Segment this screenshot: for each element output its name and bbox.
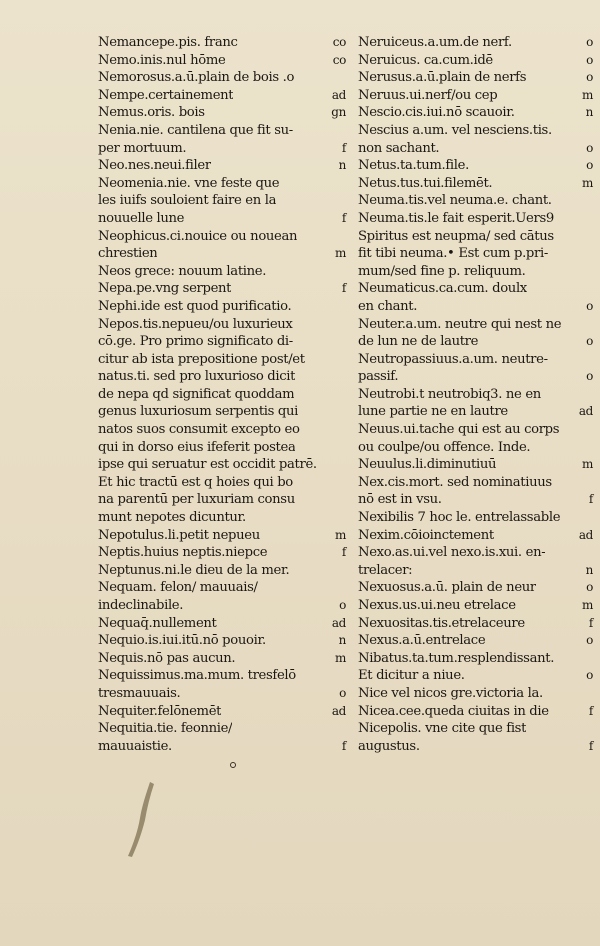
entry-text: Neuulus.li.diminutiuū (358, 457, 497, 473)
entry-text: Nequis.nō pas aucun. (98, 650, 236, 666)
entry-text: nō est in vsu. (358, 492, 442, 508)
entry-text: Nenia.nie. cantilena que fit su- (98, 122, 293, 138)
dictionary-line (358, 368, 593, 386)
entry-text: chrestien (98, 246, 158, 262)
dictionary-line (358, 615, 593, 633)
grammar-marker: n (585, 562, 593, 577)
grammar-marker: m (334, 650, 346, 665)
dictionary-line (358, 52, 593, 70)
grammar-marker: n (585, 105, 593, 120)
entry-text: Nescius a.um. vel nesciens.tis. (358, 122, 552, 138)
entry-text: nouuelle lune (98, 210, 185, 226)
dictionary-line (98, 527, 346, 545)
stray-ink-dot (228, 760, 238, 770)
entry-text: Neuter.a.um. neutre qui nest ne (358, 316, 562, 332)
grammar-marker: f (588, 703, 593, 718)
entry-text: en chant. (358, 298, 418, 314)
entry-text: qui in dorso eius ifeferit postea (98, 439, 296, 455)
dictionary-line (358, 491, 593, 509)
grammar-marker: f (588, 738, 593, 753)
grammar-marker: n (338, 633, 346, 648)
entry-text: Neruus.ui.nerf/ou cep (358, 87, 498, 103)
dictionary-line (98, 421, 346, 439)
dictionary-line (358, 474, 593, 492)
entry-text: Neomenia.nie. vne feste que (98, 175, 280, 191)
entry-text: Neo.nes.neui.filer (98, 158, 211, 174)
entry-text: ou coulpe/ou offence. Inde. (358, 439, 531, 455)
grammar-marker: ad (331, 703, 346, 718)
dictionary-line (358, 685, 593, 703)
grammar-marker: o (586, 580, 593, 595)
dictionary-line (98, 298, 346, 316)
dictionary-line (358, 738, 593, 756)
dictionary-line (98, 192, 346, 210)
dictionary-line (358, 333, 593, 351)
dictionary-line (98, 738, 346, 756)
entry-text: Nephi.ide est quod purificatio. (98, 298, 292, 314)
dictionary-line (358, 720, 593, 738)
entry-text: Nequam. felon/ mauuais/ (98, 580, 258, 596)
dictionary-line (98, 509, 346, 527)
entry-text: Netus.tus.tui.filemēt. (358, 175, 493, 191)
dictionary-line (358, 34, 593, 52)
dictionary-line (358, 703, 593, 721)
dictionary-line (98, 351, 346, 369)
entry-text: Nemus.oris. bois (98, 105, 205, 121)
dictionary-line (358, 140, 593, 158)
dictionary-line (358, 210, 593, 228)
dictionary-line (358, 439, 593, 457)
entry-text: cō.ge. Pro primo significato di- (98, 334, 293, 350)
grammar-marker: o (586, 334, 593, 349)
dictionary-line (98, 175, 346, 193)
entry-text: Nequaq̄.nullement (98, 615, 217, 631)
dictionary-line (98, 667, 346, 685)
entry-text: Nempe.certainement (98, 87, 234, 103)
entry-text: natus.ti. sed pro luxurioso dicit (98, 369, 296, 385)
grammar-marker: f (341, 210, 346, 225)
grammar-marker: ad (331, 87, 346, 102)
dictionary-line (358, 122, 593, 140)
grammar-marker: m (581, 457, 593, 472)
dictionary-line (98, 650, 346, 668)
entry-text: tresmauuais. (98, 685, 181, 701)
dictionary-line (358, 157, 593, 175)
dictionary-line (98, 491, 346, 509)
entry-text: Nexo.as.ui.vel nexo.is.xui. en- (358, 545, 546, 561)
entry-text: Nemancepe.pis. franc (98, 35, 238, 50)
entry-text: Neuma.tis.vel neuma.e. chant. (358, 193, 552, 209)
dictionary-line (358, 316, 593, 334)
entry-text: mauuaistie. (98, 738, 172, 754)
dictionary-line (358, 527, 593, 545)
dictionary-line (98, 122, 346, 140)
dictionary-line (98, 474, 346, 492)
grammar-marker: f (588, 615, 593, 630)
dictionary-line (358, 228, 593, 246)
entry-text: Nepotulus.li.petit nepueu (98, 527, 260, 543)
dictionary-line (98, 104, 346, 122)
entry-text: Nibatus.ta.tum.resplendissant. (358, 650, 555, 666)
dictionary-line (358, 263, 593, 281)
dictionary-line (358, 544, 593, 562)
entry-text: Neophicus.ci.nouice ou nouean (98, 228, 298, 244)
entry-text: fit tibi neuma.• Est cum p.pri- (358, 246, 548, 262)
entry-text: munt nepotes dicuntur. (98, 510, 246, 526)
grammar-marker: o (339, 598, 346, 612)
dictionary-line (358, 87, 593, 105)
dictionary-line (358, 386, 593, 404)
dictionary-line (98, 720, 346, 738)
entry-text: Neuus.ui.tache qui est au corps (358, 422, 560, 438)
entry-text: Nemo.inis.nul hōme (98, 52, 226, 68)
grammar-marker: o (586, 668, 593, 683)
dictionary-line (358, 403, 593, 421)
entry-text: Nequitia.tie. feonnie/ (98, 721, 233, 737)
entry-text: indeclinabile. (98, 598, 184, 613)
dictionary-line (98, 87, 346, 105)
grammar-marker: co (332, 52, 346, 67)
dictionary-line (358, 632, 593, 650)
grammar-marker: o (586, 140, 593, 155)
dictionary-line (358, 69, 593, 87)
entry-text: Spiritus est neupma/ sed cātus (358, 228, 554, 244)
dictionary-line (358, 562, 593, 580)
dictionary-line (98, 439, 346, 457)
dictionary-line (98, 140, 346, 158)
dictionary-line (358, 579, 593, 597)
dictionary-line (358, 351, 593, 369)
dictionary-line (358, 104, 593, 122)
dictionary-line (358, 245, 593, 263)
dictionary-line (98, 316, 346, 334)
entry-text: Et hic tractū est q hoies qui bo (98, 474, 293, 490)
entry-text: Nerusus.a.ū.plain de nerfs (358, 70, 527, 86)
grammar-marker: f (341, 738, 346, 753)
entry-text: natos suos consumit excepto eo (98, 422, 300, 438)
grammar-marker: gn (331, 105, 346, 120)
entry-text: per mortuum. (98, 140, 187, 156)
grammar-marker: ad (331, 615, 346, 630)
dictionary-line (358, 298, 593, 316)
entry-text: de lun ne de lautre (358, 334, 479, 350)
dictionary-line (98, 333, 346, 351)
dictionary-line (358, 456, 593, 474)
grammar-marker: o (586, 52, 593, 67)
grammar-marker: o (586, 633, 593, 648)
entry-text: Nepos.tis.nepueu/ou luxurieux (98, 316, 293, 332)
entry-text: non sachant. (358, 140, 440, 156)
dictionary-line (98, 456, 346, 474)
entry-text: Neos grece: nouum latine. (98, 263, 267, 279)
grammar-marker: m (581, 87, 593, 102)
entry-text: augustus. (358, 738, 420, 754)
dictionary-line (98, 386, 346, 404)
entry-text: les iuifs souloient faire en la (98, 193, 277, 209)
grammar-marker: f (341, 140, 346, 155)
entry-text: Nepa.pe.vng serpent (98, 281, 232, 297)
dictionary-line (358, 192, 593, 210)
entry-text: mum/sed fine p. reliquum. (358, 263, 526, 279)
entry-text: Neutrobi.t neutrobiq3. ne en (358, 386, 541, 402)
grammar-marker: ad (578, 404, 593, 419)
entry-text: na parentū per luxuriam consu (98, 492, 295, 508)
entry-text: de nepa qd significat quoddam (98, 386, 295, 402)
dictionary-line (358, 175, 593, 193)
entry-text: Nexibilis 7 hoc le. entrelassable (358, 510, 561, 526)
grammar-marker: m (334, 527, 346, 542)
grammar-marker: o (586, 369, 593, 384)
grammar-marker: o (586, 70, 593, 85)
entry-text: Nicea.cee.queda ciuitas in die (358, 703, 549, 719)
grammar-marker: o (339, 685, 346, 700)
entry-text: Nexus.us.ui.neu etrelace (358, 598, 516, 613)
grammar-marker: f (341, 281, 346, 296)
dictionary-line (98, 52, 346, 70)
entry-text: trelacer: (358, 562, 413, 578)
dictionary-line (98, 263, 346, 281)
dictionary-line (98, 69, 346, 87)
grammar-marker: ad (578, 527, 593, 542)
ink-bleed-mark (120, 780, 160, 860)
grammar-marker: o (586, 158, 593, 173)
entry-text: citur ab ista prepositione post/et (98, 351, 305, 367)
entry-text: Nequiter.felōnemēt (98, 703, 222, 719)
dictionary-line (98, 403, 346, 421)
entry-text: lune partie ne en lautre (358, 404, 508, 420)
right-column (358, 34, 593, 755)
dictionary-line (98, 280, 346, 298)
entry-text: genus luxuriosum serpentis qui (98, 404, 298, 420)
dictionary-line (98, 562, 346, 580)
entry-text: Nexuosus.a.ū. plain de neur (358, 580, 536, 596)
entry-text: Nexuositas.tis.etrelaceure (358, 615, 525, 631)
grammar-marker: f (588, 492, 593, 507)
dictionary-line (98, 579, 346, 597)
entry-text: Nexim.cōioinctement (358, 527, 494, 543)
dictionary-line (358, 667, 593, 685)
dictionary-line (98, 703, 346, 721)
entry-text: Neruicus. ca.cum.idē (358, 52, 493, 68)
dictionary-line (98, 544, 346, 562)
dictionary-line (98, 34, 346, 52)
grammar-marker: co (332, 35, 346, 49)
dictionary-line (358, 650, 593, 668)
dictionary-line (358, 421, 593, 439)
entry-text: Neptis.huius neptis.niepce (98, 545, 268, 561)
entry-text: Nice vel nicos gre.victoria la. (358, 685, 543, 701)
grammar-marker: f (341, 545, 346, 560)
entry-text: Nexus.a.ū.entrelace (358, 633, 486, 649)
entry-text: Neruiceus.a.um.de nerf. (358, 35, 512, 50)
grammar-marker: m (581, 598, 593, 612)
entry-text: Neumaticus.ca.cum. doulx (358, 281, 527, 297)
dictionary-line (98, 685, 346, 703)
dictionary-line (98, 597, 346, 615)
entry-text: Nex.cis.mort. sed nominatiuus (358, 474, 552, 490)
grammar-marker: m (581, 175, 593, 190)
grammar-marker: n (338, 158, 346, 173)
left-column (98, 34, 346, 755)
dictionary-line (358, 509, 593, 527)
entry-text: Nescio.cis.iui.nō scauoir. (358, 105, 515, 121)
entry-text: passif. (358, 369, 399, 385)
dictionary-line (98, 632, 346, 650)
dictionary-line (358, 597, 593, 615)
dictionary-line (358, 280, 593, 298)
entry-text: Netus.ta.tum.file. (358, 158, 469, 174)
entry-text: Neptunus.ni.le dieu de la mer. (98, 562, 290, 578)
dictionary-line (98, 210, 346, 228)
entry-text: Et dicitur a niue. (358, 668, 465, 684)
entry-text: ipse qui seruatur est occidit patrē. (98, 457, 317, 473)
grammar-marker: o (586, 298, 593, 313)
grammar-marker: m (334, 246, 346, 261)
entry-text: Nicepolis. vne cite que fist (358, 721, 527, 737)
dictionary-line (98, 368, 346, 386)
entry-text: Neuma.tis.le fait esperit.Uers9 (358, 210, 554, 226)
dictionary-line (98, 245, 346, 263)
grammar-marker: o (586, 35, 593, 49)
entry-text: Neutropassiuus.a.um. neutre- (358, 351, 548, 367)
entry-text: Nequissimus.ma.mum. tresfelō (98, 668, 296, 684)
entry-text: Nequio.is.iui.itū.nō pouoir. (98, 633, 266, 649)
entry-text: Nemorosus.a.ū.plain de bois .o (98, 70, 295, 86)
dictionary-line (98, 615, 346, 633)
dictionary-line (98, 228, 346, 246)
dictionary-line (98, 157, 346, 175)
